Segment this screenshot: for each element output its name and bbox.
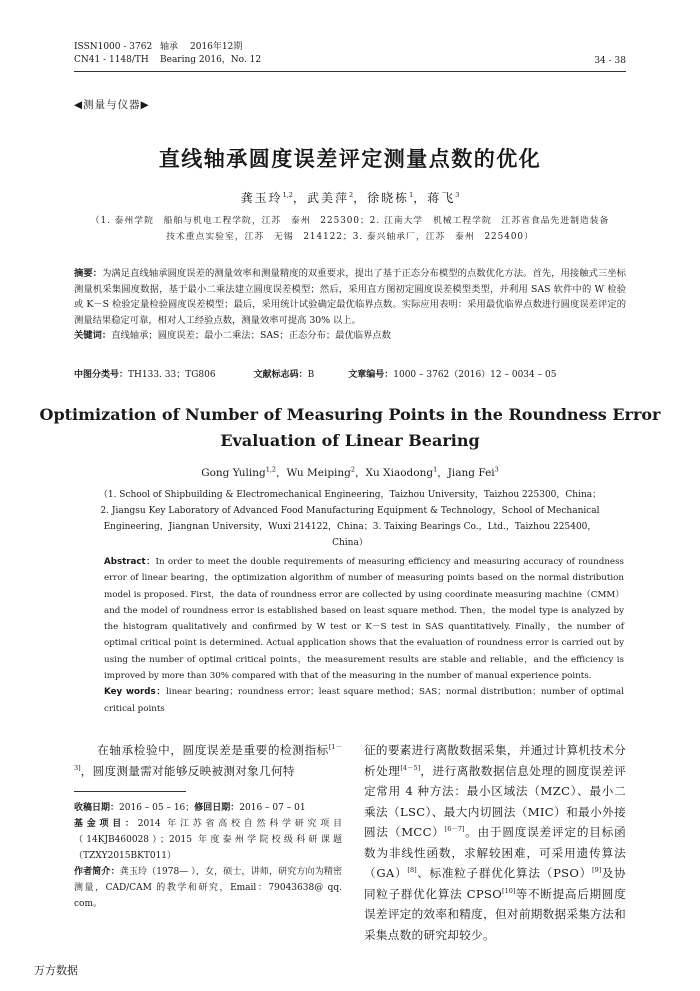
- body-text: ，圆度测量需对能够反映被测对象几何特: [80, 763, 295, 778]
- paper-title-en: Optimization of Number of Measuring Points in the Roundness Error Evaluation of Linear Bearing: [39, 405, 661, 450]
- keywords-text-en: linear bearing；roundness error；least square method；SAS；normal distribution；number of optimal critical points: [104, 687, 625, 714]
- citation-mark: [6－7]: [444, 825, 465, 834]
- footnote-label: 收稿日期：: [74, 803, 120, 813]
- keywords-label-cn: 关键词：: [74, 330, 112, 341]
- author-affiliation-mark: 2: [350, 465, 356, 474]
- body-column-right: [364, 740, 626, 945]
- section-tag: ◀测量与仪器▶: [74, 99, 150, 111]
- footnote-label: 作者简介：: [74, 867, 120, 877]
- doc-code-value: B: [307, 370, 315, 380]
- author-affiliation-mark: 2: [348, 191, 354, 199]
- body-text: 及协同粒子群优化算法 CPSO: [364, 866, 626, 901]
- footnote-rule: [74, 791, 186, 792]
- cn-number: CN41 - 1148/TH: [74, 55, 149, 65]
- author: Wu Meiping: [286, 467, 351, 479]
- affiliations-en: （1. School of Shipbuilding & Electromechanical Engineering，Taizhou University，Taizhou 225300，China；2. Jiangsu Key Laboratory of Advanced Food Manufacturing Equipment & Technology，School of Mechanical Engineering，Jiangnan University，Wuxi 214122，China；3. Taixing Bearings Co.，Ltd.，Taizhou 225400，China）: [98, 490, 602, 548]
- keywords-label-en: Key words：: [104, 687, 167, 698]
- author: Xu Xiaodong: [365, 467, 434, 479]
- abstract-text-cn: 为满足直线轴承圆度误差的测量效率和测量精度的双重要求，提出了基于正态分布模型的点数优化方法。首先，用接触式三坐标测量机采集圆度数据，基于最小二乘法建立圆度误差模型；然后，采用直方图初定圆度误差模型类型，并利用 SAS 软件中的 W 检验或 K－S 检验定量检验圆度误差模型；最后，采用统计试验确定最优临界点数。实际应用表明：采用最优临界点数进行圆度误差评定的测量结果稳定可靠，相对人工经验点数，测量效率可提高 30% 以上。: [74, 268, 626, 326]
- abstract-cn: [74, 266, 626, 344]
- header-rule: [74, 71, 626, 72]
- issn: ISSN1000 - 3762: [74, 42, 153, 52]
- author-affiliation-mark: 1: [433, 465, 438, 474]
- footnote-label: 基金项目：: [74, 819, 138, 829]
- footnote-text: 2014 年江苏省高校自然科学研究项目（14KJB460028）；2015 年度泰州学院校级科研课题（TZXY2015BKT011）: [74, 819, 342, 861]
- body-text: 。由于圆度误差评定的目标函数为非线性函数，求解较困难，可采用遗传算法（GA）: [364, 825, 626, 880]
- author: Gong Yuling: [201, 467, 266, 479]
- body-text: 在轴承检验中，圆度误差是重要的检测指标: [97, 743, 329, 757]
- author-separator: ，: [276, 467, 287, 479]
- article-number-label: 文章编号：: [348, 370, 394, 380]
- journal-name-en: Bearing 2016，No. 12: [160, 55, 262, 65]
- body-text: ，进行离散数据信息处理的圆度误差评定常用 4 种方法：最小区域法（MZC）、最小二乘法（LSC）、最大内切圆法（MIC）和最小外接圆法（MCC）: [364, 763, 626, 839]
- abstract-label-cn: 摘要：: [74, 268, 103, 279]
- footnote-text: 2016 – 07 – 01: [239, 803, 306, 813]
- citation-mark: [1－3]: [74, 743, 342, 772]
- body-paragraph: [74, 740, 342, 781]
- citation-mark: [4－5]: [400, 763, 421, 772]
- author-affiliation-mark: 3: [494, 465, 499, 474]
- author: 武美萍: [306, 191, 349, 205]
- journal-header: [74, 41, 261, 67]
- author-affiliation-mark: 1,2: [265, 465, 277, 474]
- author: 蒋飞: [427, 191, 456, 205]
- author-separator: ，: [292, 191, 307, 205]
- author-list-cn: [0, 189, 700, 206]
- body-text: 等不断提高后期圆度误差评定的效率和精度，但对前期数据采集方法和采集点数的研究却较少。: [364, 886, 626, 942]
- keywords-text-cn: 直线轴承；圆度误差；最小二乘法；SAS；正态分布；最优临界点数: [111, 330, 391, 341]
- journal-name-cn: 轴承: [160, 42, 179, 52]
- clc-value: TH133. 33；TG806: [128, 370, 216, 380]
- body-column-left: [74, 740, 342, 912]
- author-separator: ，: [355, 467, 366, 479]
- abstract-text-en: In order to meet the double requirements of measuring efficiency and measuring accuracy of roundness error of linear bearing，the optimization algorithm of number of measuring points based on the normal distribution model is proposed. First，the data of roundness error are collected by using coordinate measuring machine（CMM）and the model of roundness error is established based on least square method. Then，the model type is analyzed by the histogram qualitatively and confirmed by W test or K－S test in SAS quantitatively. Finally，the number of optimal critical point is determined. Actual application shows that the evaluation of roundness error is carried out by using the number of optimal critical points，the measurement results are stable and reliable，and the efficiency is improved by more than 30% compared with that of the measuring in the number of manual experience points.: [104, 557, 624, 682]
- affiliations-cn: （1. 泰州学院 船舶与机电工程学院，江苏 泰州 225300；2. 江南大学 机械工程学院 江苏省食品先进制造装备技术重点实验室，江苏 无锡 214122；3. 泰兴轴承厂，江苏 泰州 225400）: [90, 216, 610, 242]
- footnote-author-bio: [74, 864, 342, 912]
- author: 徐晓栋: [367, 191, 410, 205]
- author-separator: ，: [353, 191, 368, 205]
- abstract-en: [104, 554, 624, 717]
- author-list-en: [0, 465, 700, 480]
- citation-mark: [9]: [592, 866, 602, 875]
- footnote-label: 修回日期：: [194, 803, 240, 813]
- abstract-label-en: Abstract：: [104, 557, 156, 567]
- classification-row: [74, 367, 626, 380]
- doc-code-label: 文献标志码：: [253, 370, 308, 380]
- author-affiliation-mark: 1: [409, 191, 414, 199]
- page-range: 34 - 38: [594, 56, 626, 66]
- footnote-funding: [74, 816, 342, 864]
- footnote-received: [74, 800, 342, 816]
- citation-mark: [10]: [502, 886, 516, 895]
- author-affiliation-mark: 1,2: [282, 191, 293, 199]
- issue-cn: 2016年12期: [190, 42, 243, 52]
- paper-title-cn: 直线轴承圆度误差评定测量点数的优化: [158, 147, 542, 171]
- author: 龚玉玲: [240, 191, 283, 205]
- footnote-text: 2016 – 05 – 16；: [119, 803, 195, 813]
- author-separator: ，: [413, 191, 428, 205]
- clc-label: 中图分类号：: [74, 370, 129, 380]
- author: Jiang Fei: [447, 467, 495, 479]
- article-number-value: 1000 – 3762（2016）12 – 0034 – 05: [393, 370, 557, 380]
- citation-mark: [8]: [407, 866, 417, 875]
- footer-watermark: 万方数据: [34, 964, 78, 977]
- author-separator: ，: [437, 467, 448, 479]
- author-affiliation-mark: 3: [455, 191, 460, 199]
- body-text: 、标准粒子群优化算法（PSO）: [416, 866, 593, 880]
- body-text: 征的要素进行离散数据采集，并通过计算机技术分析处理: [364, 743, 626, 778]
- footnote-text: 龚玉玲（1978— ），女，硕士，讲师，研究方向为精密测量，CAD/CAM 的教学和研究，Email：79043638@ qq. com。: [74, 867, 342, 909]
